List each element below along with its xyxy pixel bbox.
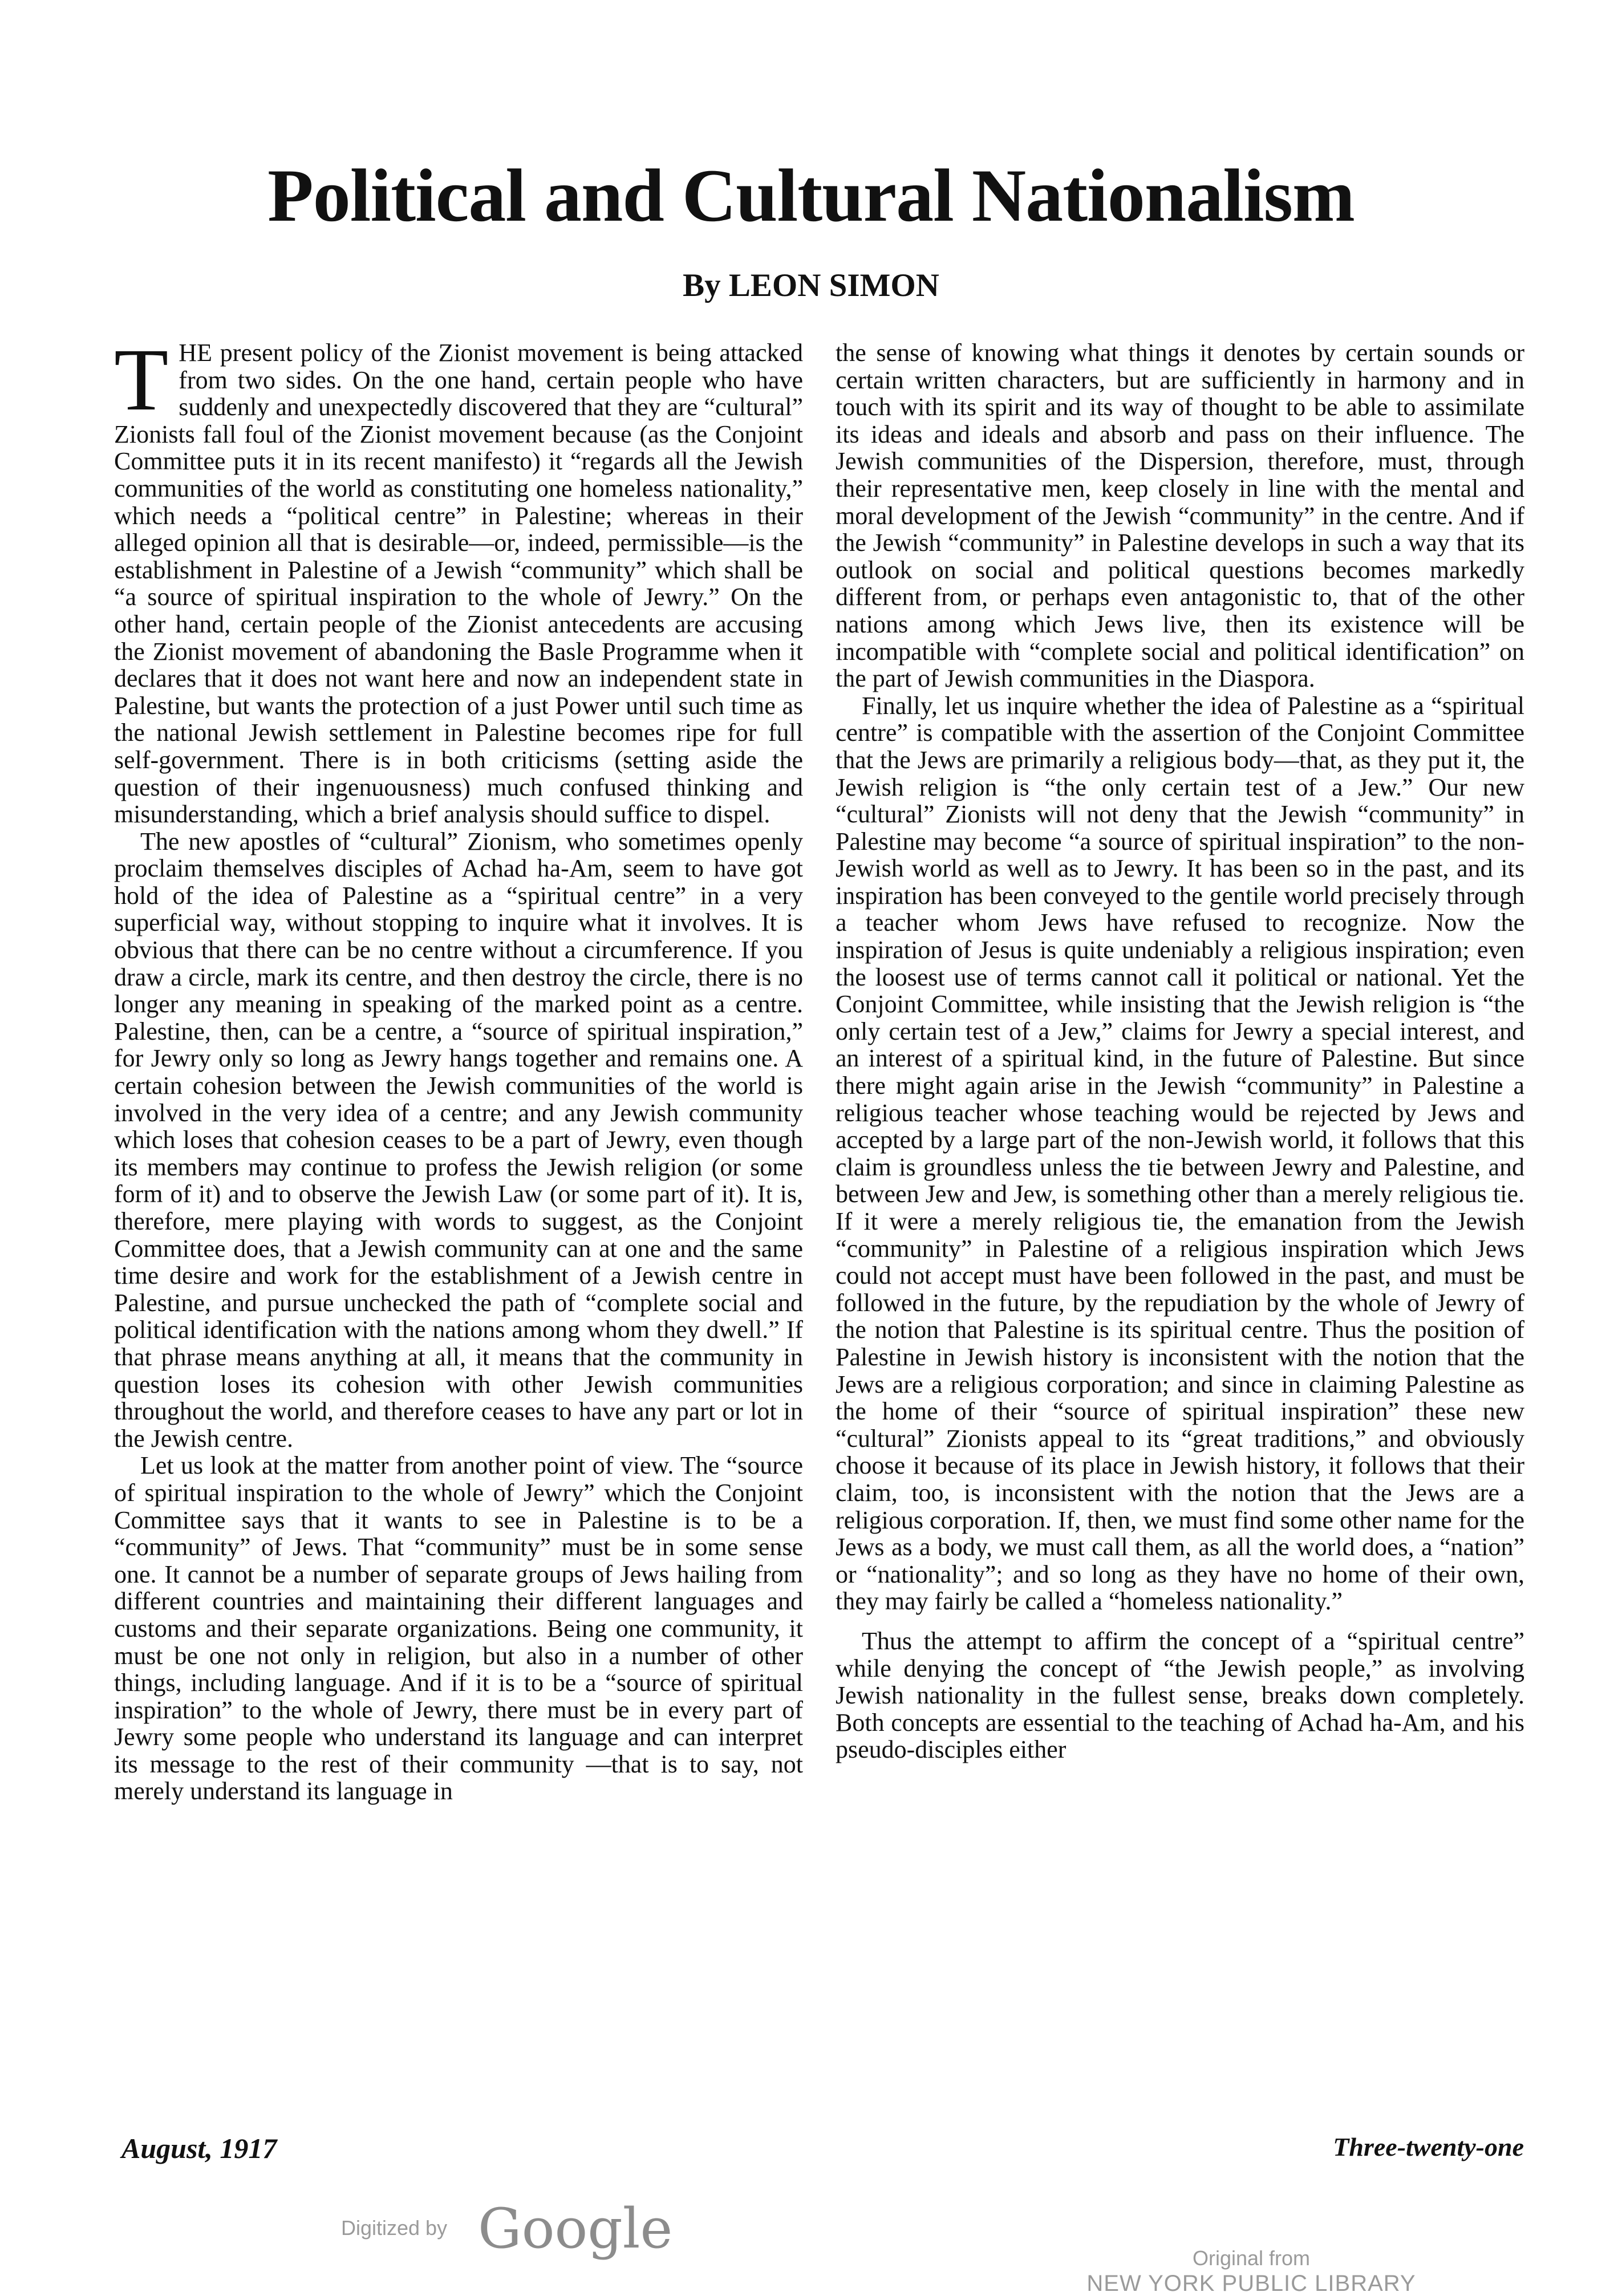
library-name: NEW YORK PUBLIC LIBRARY bbox=[1086, 2271, 1416, 2296]
left-column bbox=[114, 339, 803, 2133]
issue-date: August, 1917 bbox=[121, 2132, 277, 2164]
drop-cap: T bbox=[114, 339, 169, 429]
page-number: Three-twenty-one bbox=[1333, 2132, 1524, 2161]
paragraph: the sense of knowing what things it denotes by certain sounds or certain written characters, but are sufficiently in harmony and in touch with its spirit and its way of thought to be able to assimilate its ideas and ideals and absorb and pass on their influence. The Jewish communities of the Dispersion, therefore, must, through their representative men, keep closely in line with the mental and moral development of the Jewish “community” in the centre. And if the Jewish “community” in Palestine develops in such a way that its outlook on social and political questions becomes markedly different from, or perhaps even antagonistic to, that of the other nations among which Jews live, then its existence will be incompatible with “complete social and political identification” on the part of Jewish communities in the Diaspora. bbox=[836, 339, 1524, 693]
google-logo: Google bbox=[478, 2197, 673, 2261]
library-credit bbox=[989, 2246, 1514, 2296]
paragraph: Thus the attempt to affirm the concept of a “spiritual centre” while denying the concept of “the Jewish people,” as involving Jewish nationality in the fullest sense, breaks down completely. Both concepts are essential to the teaching of Achad ha-Am, and his pseudo-disciples either bbox=[836, 1626, 1524, 1764]
paragraph: THE present policy of the Zionist movement is being attacked from two sides. On the one hand, certain people who have suddenly and unexpectedly discovered that they are “cultural” Zionists fall foul of the Zionist movement because (as the Conjoint Committee puts it in its recent manifesto) it “regards all the Jewish communities of the world as constituting one homeless nationality,” which needs a “political centre” in Palestine; whereas in their alleged opinion all that is desirable—or, indeed, permissible—is the establishment in Palestine of a Jewish “community” which shall be “a source of spiritual inspiration to the whole of Jewry.” On the other hand, certain people of the Zionist antecedents are accusing the Zionist movement of abandoning the Basle Programme when it declares that it does not want here and now an independent state in Palestine, but wants the protection of a just Power until such time as the national Jewish settlement in Palestine becomes ripe for full self-government. There is in both criticisms (setting aside the question of their ingenuousness) much confused thinking and misunderstanding, which a brief analysis should suffice to dispel. bbox=[114, 339, 803, 829]
paragraph: Let us look at the matter from another point of view. The “source of spiritual inspiration to the whole of Jewry” which the Conjoint Committee says that it wants to see in Palestine is to be a “community” of Jews. That “community” must be in some sense one. It cannot be a number of separate groups of Jews hailing from different countries and maintaining their different languages and customs and their separate organizations. Being one community, it must be one not only in religion, but also in a number of other things, including language. And if it is to be a “source of spiritual inspiration” to the whole of Jewry, there must be in every part of Jewry some people who understand its language and can interpret its message to the rest of their community —that is to say, not merely understand its language in bbox=[114, 1451, 803, 1806]
byline: By LEON SIMON bbox=[683, 267, 939, 303]
original-from-label: Original from bbox=[1192, 2246, 1311, 2270]
article-title: Political and Cultural Nationalism bbox=[267, 153, 1355, 237]
digitized-by-label: Digitized by bbox=[341, 2216, 448, 2240]
right-column bbox=[836, 339, 1524, 2133]
paragraph: The new apostles of “cultural” Zionism, who sometimes openly proclaim themselves disciples of Achad ha-Am, seem to have got hold of the idea of Palestine as a “spiritual centre” in a very superficial way, without stopping to inquire what it involves. It is obvious that there can be no centre without a circumference. If you draw a circle, mark its centre, and then destroy the circle, there is no longer any meaning in speaking of the marked point as a centre. Palestine, then, can be a centre, a “source of spiritual inspiration,” for Jewry only so long as Jewry hangs together and remains one. A certain cohesion between the Jewish communities of the world is involved in the very idea of a centre; and any Jewish community which loses that cohesion ceases to be a part of Jewry, even though its members may continue to profess the Jewish religion (or some form of it) and to observe the Jewish Law (or some part of it). It is, therefore, mere playing with words to suggest, as the Conjoint Committee does, that a Jewish community can at one and the same time desire and work for the establishment of a Jewish centre in Palestine, and pursue unchecked the path of “complete social and political identification with the nations among whom they dwell.” If that phrase means anything at all, it means that the community in question loses its cohesion with other Jewish communities throughout the world, and therefore ceases to have any part or lot in the Jewish centre. bbox=[114, 827, 803, 1453]
paragraph: Finally, let us inquire whether the idea of Palestine as a “spiritual centre” is compatible with the assertion of the Conjoint Committee that the Jews are primarily a religious body—that, as they put it, the Jewish religion is “the only certain test of a Jew.” Our new “cultural” Zionists will not deny that the Jewish “community” in Palestine may become “a source of spiritual inspiration” to the non-Jewish world as well as to Jewry. It has been so in the past, and its inspiration has been conveyed to the gentile world precisely through a teacher whom Jews have refused to recognize. Now the inspiration of Jesus is quite undeniably a religious inspiration; even the loosest use of terms cannot call it political or national. Yet the Conjoint Committee, while insisting that the Jewish religion is “the only certain test of a Jew,” claims for Jewry a special interest, and an interest of a spiritual kind, in the future of Palestine. But since there might again arise in the Jewish “community” in Palestine a religious teacher whose teaching would be rejected by Jews and accepted by a large part of the non-Jewish world, it follows that this claim is groundless unless the tie between Jewry and Palestine, and between Jew and Jew, is something other than a merely religious tie. If it were a merely religious tie, the emanation from the Jewish “community” in Palestine of a religious inspiration which Jews could not accept must have been followed in the past, and must be followed in the future, by the repudiation by the whole of Jewry of the notion that Palestine is its spiritual centre. Thus the position of Palestine in Jewish history is inconsistent with the notion that the Jews are a religious corporation; and since in claiming Palestine as the home of their “source of spiritual inspiration” these new “cultural” Zionists appeal to its “great traditions,” and obviously choose it because of its place in Jewish history, it follows that their claim, too, is inconsistent with the notion that the Jews are a religious corporation. If, then, we must find some other name for the Jews as a body, we must call them, as all the world does, a “nation” or “nationality”; and so long as they have no home of their own, they may fairly be called a “homeless nationality.” bbox=[836, 691, 1524, 1616]
